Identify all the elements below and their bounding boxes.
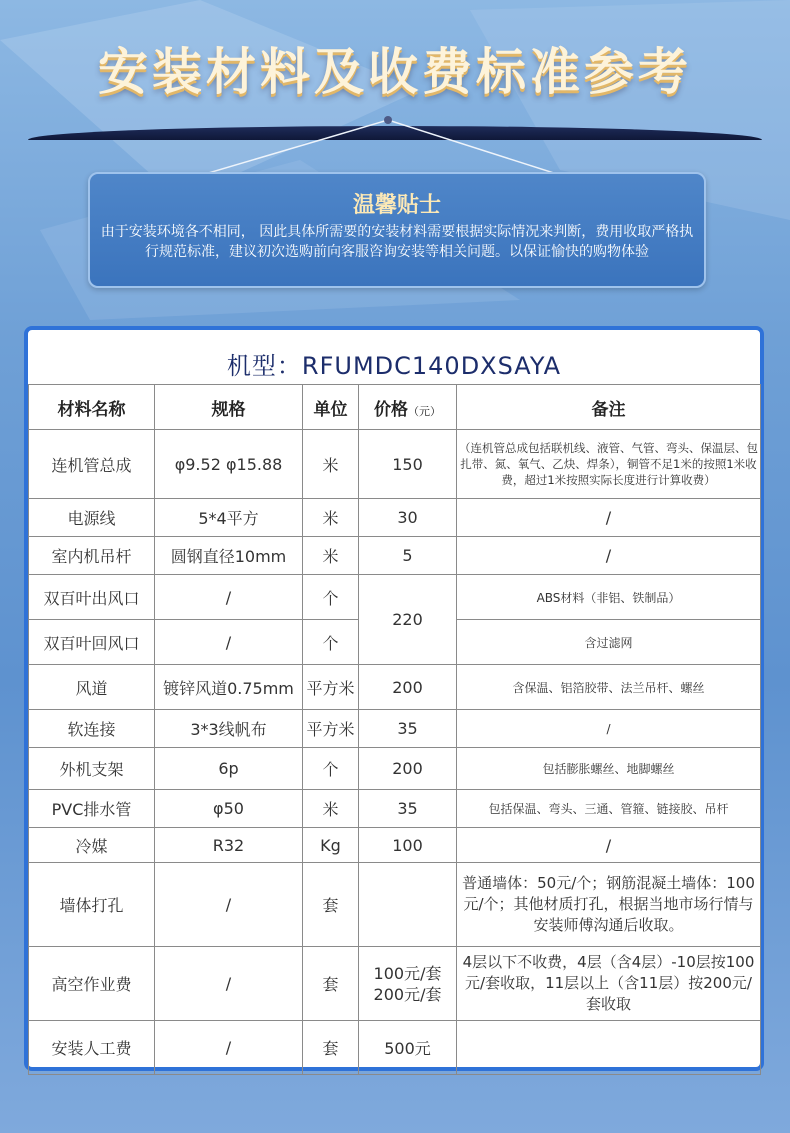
cell-name: 冷媒 [29,828,155,863]
cell-spec: 5*4平方 [155,499,303,537]
cell-spec: 镀锌风道0.75mm [155,665,303,710]
table-row [29,575,761,620]
header-name: 材料名称 [29,385,155,430]
table-row [29,790,761,828]
cell-unit: 米 [303,790,359,828]
cell-name: PVC排水管 [29,790,155,828]
cell-name: 电源线 [29,499,155,537]
cell-name: 外机支架 [29,748,155,790]
cell-unit: 平方米 [303,665,359,710]
cell-note: / [457,828,761,863]
cell-name: 双百叶回风口 [29,620,155,665]
table-row [29,863,761,947]
table-row [29,430,761,499]
tip-box [88,172,706,288]
cell-unit: 米 [303,499,359,537]
table-row [29,947,761,1021]
cell-name: 软连接 [29,710,155,748]
cell-note: 包括保温、弯头、三通、管箍、链接胶、吊杆 [457,790,761,828]
tip-title: 温馨贴士 [352,193,441,218]
cell-spec: / [155,620,303,665]
cell-spec: 3*3线帆布 [155,710,303,748]
table-row [29,1021,761,1075]
cell-price: 100元/套 200元/套 [359,947,457,1021]
header-note: 备注 [457,385,761,430]
cell-name: 室内机吊杆 [29,537,155,575]
cell-note: 含保温、铝箔胶带、法兰吊杆、螺丝 [457,665,761,710]
cell-note: 普通墙体：50元/个；钢筋混凝土墙体：100元/个；其他材质打孔，根据当地市场行情与安装师傅沟通后收取。 [457,863,761,947]
cell-unit: 个 [303,620,359,665]
cell-name: 连机管总成 [29,430,155,499]
header-unit: 单位 [303,385,359,430]
cell-unit: Kg [303,828,359,863]
tip-text: 由于安装环境各不相同， 因此具体所需要的安装材料需要根据实际情况来判断，费用收取严格执行规范标准，建议初次选购前向客服咨询安装等相关问题。以保证愉快的购物体验 [100,224,694,260]
table-row [29,748,761,790]
table-row [29,537,761,575]
cell-spec: φ9.52 φ15.88 [155,430,303,499]
cell-note: ABS材料（非铝、铁制品） [457,575,761,620]
header-price-unit: （元） [408,404,441,418]
header-price-label: 价格 [374,399,408,420]
cell-price-merged: 220 [359,575,457,665]
cell-spec: / [155,1021,303,1075]
cell-price: 30 [359,499,457,537]
cell-name: 墙体打孔 [29,863,155,947]
cell-spec: / [155,947,303,1021]
header-price [359,385,457,430]
pin-icon [384,116,392,124]
cell-unit: 米 [303,537,359,575]
cell-unit: 个 [303,748,359,790]
cell-note: 包括膨胀螺丝、地脚螺丝 [457,748,761,790]
cell-price: 150 [359,430,457,499]
page-title: 安装材料及收费标准参考 [98,43,692,101]
cell-name: 双百叶出风口 [29,575,155,620]
cell-unit: 套 [303,947,359,1021]
cell-name: 高空作业费 [29,947,155,1021]
cell-unit: 平方米 [303,710,359,748]
cell-price: 200 [359,748,457,790]
cell-note [457,1021,761,1075]
cell-note: / [457,710,761,748]
model-label: 机型：RFUMDC140DXSAYA [226,352,562,380]
cell-unit: 个 [303,575,359,620]
cell-note: （连机管总成包括联机线、液管、气管、弯头、保温层、包扎带、氮、氧气、乙炔、焊条），铜管不足1米的按照1米收费，超过1米按照实际长度进行计算收费） [457,430,761,499]
cell-spec: 圆钢直径10mm [155,537,303,575]
cell-unit: 米 [303,430,359,499]
cell-unit: 套 [303,863,359,947]
cell-spec: φ50 [155,790,303,828]
cell-name: 安装人工费 [29,1021,155,1075]
cell-note: 4层以下不收费，4层（含4层）-10层按100元/套收取，11层以上（含11层）按200元/套收取 [457,947,761,1021]
cell-spec: / [155,575,303,620]
cell-note: / [457,499,761,537]
cell-spec: 6p [155,748,303,790]
cell-name: 风道 [29,665,155,710]
cell-spec: / [155,863,303,947]
cell-note: / [457,537,761,575]
cell-unit: 套 [303,1021,359,1075]
cell-price: 200 [359,665,457,710]
table-header-row [29,385,761,430]
table-row [29,710,761,748]
cell-note: 含过滤网 [457,620,761,665]
table-row [29,828,761,863]
header-spec: 规格 [155,385,303,430]
price-table-card [24,326,764,1071]
cell-price: 100 [359,828,457,863]
cell-price: 35 [359,710,457,748]
cell-spec: R32 [155,828,303,863]
cell-price: 500元 [359,1021,457,1075]
price-table [28,384,761,1075]
table-row [29,499,761,537]
cell-price [359,863,457,947]
table-row [29,665,761,710]
cell-price: 5 [359,537,457,575]
cell-price: 35 [359,790,457,828]
